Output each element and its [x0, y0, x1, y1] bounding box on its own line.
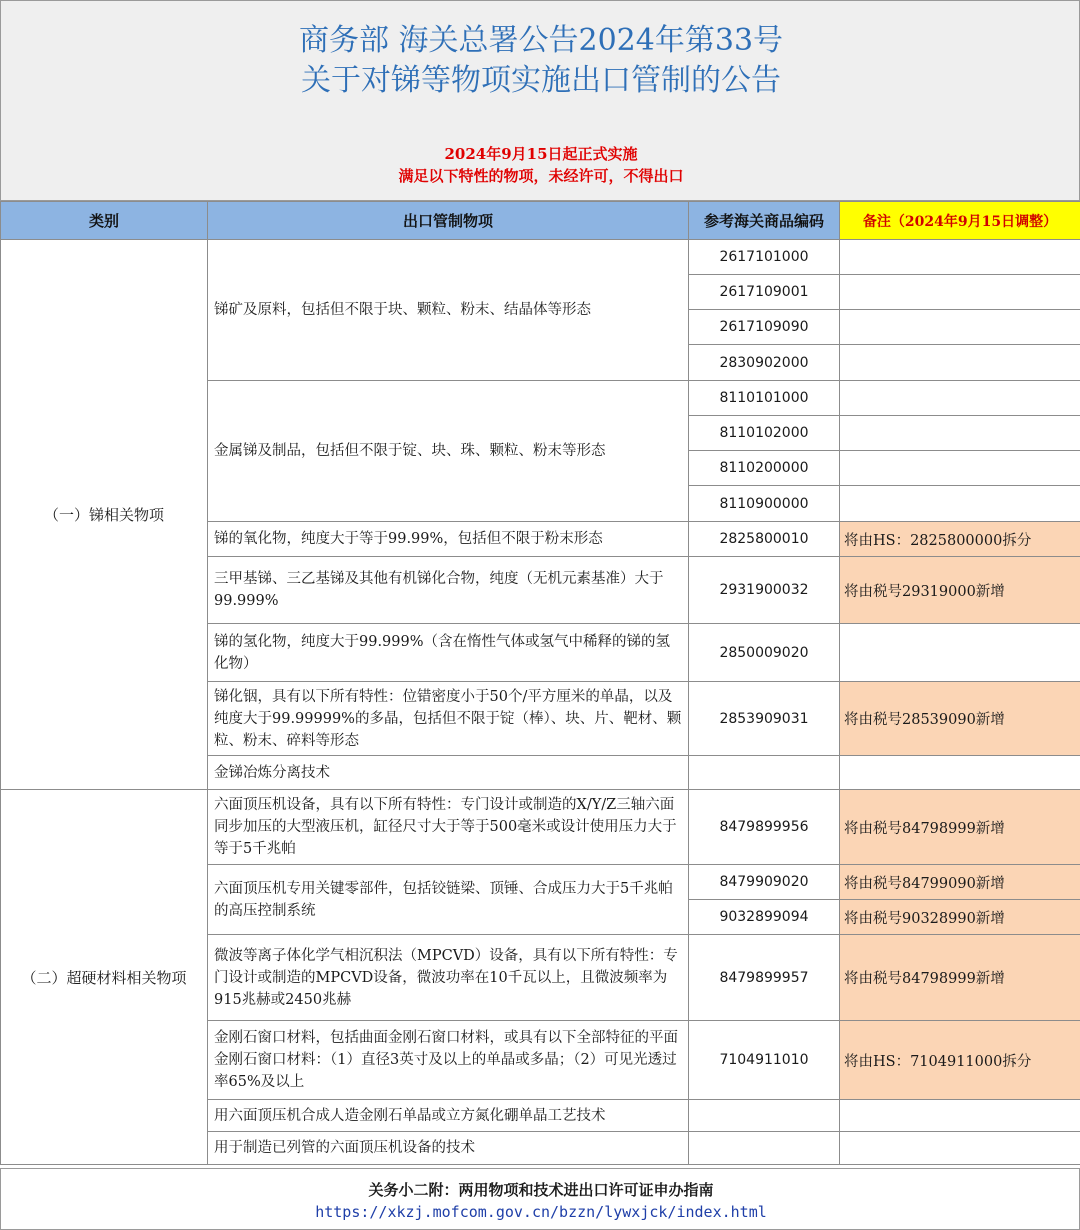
- hs-code: 7104911010: [689, 1021, 840, 1100]
- remark-cell: [840, 310, 1080, 345]
- item-press-manufacturing-tech: 用于制造已列管的六面顶压机设备的技术: [208, 1132, 689, 1165]
- hs-code: 8110900000: [689, 486, 840, 522]
- remark-cell: [840, 240, 1080, 275]
- remark-cell: [840, 486, 1080, 522]
- item-antimony-ore: 锑矿及原料，包括但不限于块、颗粒、粉末、结晶体等形态: [208, 240, 689, 381]
- item-press-parts: 六面顶压机专用关键零部件，包括铰链梁、顶锤、合成压力大于5千兆帕的高压控制系统: [208, 865, 689, 935]
- hs-code: [689, 1100, 840, 1132]
- hs-code: [689, 1132, 840, 1165]
- remark-cell: 将由税号90328990新增: [840, 900, 1080, 935]
- column-header-code: 参考海关商品编码: [689, 202, 840, 240]
- item-antimony-oxide: 锑的氧化物，纯度大于等于99.99%，包括但不限于粉末形态: [208, 522, 689, 557]
- item-synthesis-tech: 用六面顶压机合成人造金刚石单晶或立方氮化硼单晶工艺技术: [208, 1100, 689, 1132]
- effective-date-notice: 2024年9月15日起正式实施: [444, 145, 638, 163]
- hs-code: 8479899957: [689, 935, 840, 1021]
- remark-cell: [840, 451, 1080, 486]
- hs-code: 2617109090: [689, 310, 840, 345]
- footer-guide-link[interactable]: https://xkzj.mofcom.gov.cn/bzzn/lywxjck/index.html: [315, 1203, 767, 1221]
- page-footer: [0, 1168, 1080, 1230]
- remark-cell: 将由HS：7104911000拆分: [840, 1021, 1080, 1100]
- remark-cell: 将由税号84798999新增: [840, 790, 1080, 865]
- column-header-item: 出口管制物项: [208, 202, 689, 240]
- table-row: [1, 240, 1080, 275]
- announcement-title-line1: 商务部 海关总署公告2024年第33号: [298, 23, 784, 58]
- hs-code: 2617101000: [689, 240, 840, 275]
- hs-code: 8110102000: [689, 416, 840, 451]
- remark-cell: 将由税号84799090新增: [840, 865, 1080, 900]
- hs-code: [689, 756, 840, 790]
- remark-cell: [840, 275, 1080, 310]
- item-metal-antimony: 金属锑及制品，包括但不限于锭、块、珠、颗粒、粉末等形态: [208, 381, 689, 522]
- category-antimony: （一）锑相关物项: [1, 240, 208, 790]
- column-header-remark: 备注（2024年9月15日调整）: [840, 202, 1080, 240]
- hs-code: 2931900032: [689, 557, 840, 624]
- remark-cell: 将由税号29319000新增: [840, 557, 1080, 624]
- export-restriction-notice: 满足以下特性的物项，未经许可，不得出口: [398, 167, 684, 185]
- item-indium-antimonide: 锑化铟，具有以下所有特性：位错密度小于50个/平方厘米的单晶，以及纯度大于99.99999%的多晶，包括但不限于锭（棒）、块、片、靶材、颗粒、粉末、碎料等形态: [208, 682, 689, 756]
- hs-code: 2830902000: [689, 345, 840, 381]
- hs-code: 2850009020: [689, 624, 840, 682]
- hs-code: 2853909031: [689, 682, 840, 756]
- hs-code: 8479909020: [689, 865, 840, 900]
- remark-cell: [840, 416, 1080, 451]
- category-superhard: （二）超硬材料相关物项: [1, 790, 208, 1165]
- page-header: [0, 0, 1080, 201]
- remark-cell: 将由税号28539090新增: [840, 682, 1080, 756]
- remark-cell: 将由税号84798999新增: [840, 935, 1080, 1021]
- table-row: [1, 790, 1080, 865]
- hs-code: 2825800010: [689, 522, 840, 557]
- hs-code: 8479899956: [689, 790, 840, 865]
- hs-code: 9032899094: [689, 900, 840, 935]
- column-header-category: 类别: [1, 202, 208, 240]
- remark-cell: [840, 381, 1080, 416]
- item-diamond-window: 金刚石窗口材料，包括曲面金刚石窗口材料，或具有以下全部特征的平面金刚石窗口材料：（1）直径3英寸及以上的单晶或多晶；（2）可见光透过率65%及以上: [208, 1021, 689, 1100]
- export-control-table: [0, 201, 1080, 1165]
- remark-cell: [840, 756, 1080, 790]
- hs-code: 8110101000: [689, 381, 840, 416]
- hs-code: 8110200000: [689, 451, 840, 486]
- hs-code: 2617109001: [689, 275, 840, 310]
- item-gold-antimony-tech: 金锑冶炼分离技术: [208, 756, 689, 790]
- item-antimony-hydride: 锑的氢化物，纯度大于99.999%（含在惰性气体或氢气中稀释的锑的氢化物）: [208, 624, 689, 682]
- item-organic-antimony: 三甲基锑、三乙基锑及其他有机锑化合物，纯度（无机元素基准）大于99.999%: [208, 557, 689, 624]
- table-header-row: [1, 202, 1080, 240]
- item-mpcvd: 微波等离子体化学气相沉积法（MPCVD）设备，具有以下所有特性：专门设计或制造的MPCVD设备，微波功率在10千瓦以上，且微波频率为915兆赫或2450兆赫: [208, 935, 689, 1021]
- remark-cell: 将由HS：2825800000拆分: [840, 522, 1080, 557]
- footer-guide-title: 关务小二附：两用物项和技术进出口许可证申办指南: [368, 1181, 714, 1199]
- announcement-title-line2: 关于对锑等物项实施出口管制的公告: [301, 63, 781, 98]
- remark-cell: [840, 624, 1080, 682]
- remark-cell: [840, 345, 1080, 381]
- remark-cell: [840, 1100, 1080, 1132]
- item-cubic-press: 六面顶压机设备，具有以下所有特性：专门设计或制造的X/Y/Z三轴六面同步加压的大型液压机，缸径尺寸大于等于500毫米或设计使用压力大于等于5千兆帕: [208, 790, 689, 865]
- remark-cell: [840, 1132, 1080, 1165]
